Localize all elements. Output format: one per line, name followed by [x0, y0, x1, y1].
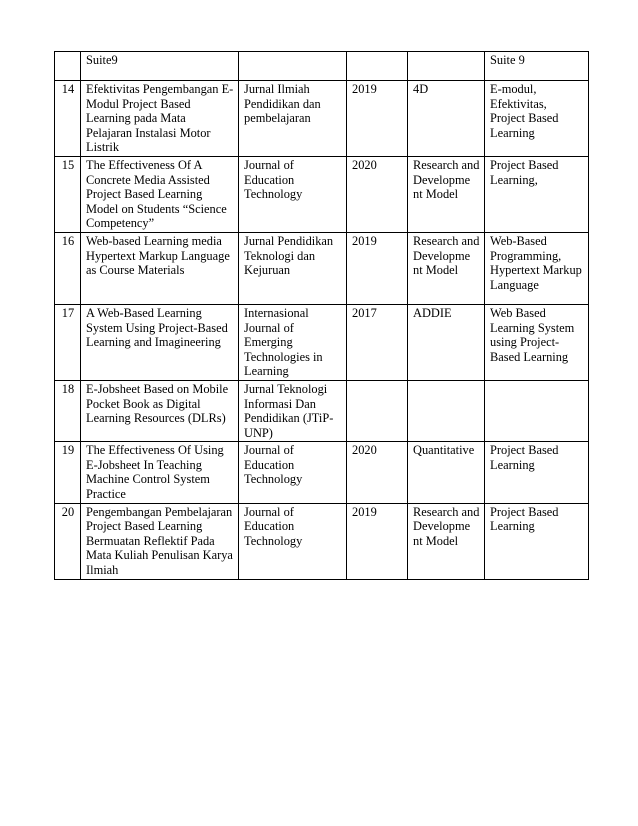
cell-journal: Journal of Education Technology — [239, 503, 347, 579]
cell-no: 16 — [55, 232, 81, 304]
cell-keywords — [485, 380, 589, 441]
cell-title: Efektivitas Pengembangan E-Modul Project Based Learning pada Mata Pelajaran Instalasi Motor Listrik — [81, 81, 239, 157]
cell-method — [408, 380, 485, 441]
cell-keywords: Web-Based Programming, Hypertext Markup Language — [485, 232, 589, 304]
cell-year — [347, 52, 408, 81]
cell-journal: Jurnal Teknologi Informasi Dan Pendidikan (JTiP-UNP) — [239, 380, 347, 441]
cell-title: Web-based Learning media Hypertext Markup Language as Course Materials — [81, 232, 239, 304]
cell-method: Research and Developme nt Model — [408, 232, 485, 304]
cell-keywords: E-modul, Efektivitas, Project Based Learning — [485, 81, 589, 157]
cell-method: Research and Developme nt Model — [408, 156, 485, 232]
cell-title: The Effectiveness Of A Concrete Media Assisted Project Based Learning Model on Students “Science Competency” — [81, 156, 239, 232]
cell-year: 2017 — [347, 304, 408, 380]
table-row — [55, 503, 589, 579]
cell-year: 2019 — [347, 232, 408, 304]
cell-keywords: Suite 9 — [485, 52, 589, 81]
cell-keywords: Project Based Learning, — [485, 156, 589, 232]
literature-table — [54, 51, 589, 580]
table-row — [55, 156, 589, 232]
cell-method: ADDIE — [408, 304, 485, 380]
cell-keywords: Project Based Learning — [485, 442, 589, 503]
cell-no: 18 — [55, 380, 81, 441]
cell-title: The Effectiveness Of Using E-Jobsheet In Teaching Machine Control System Practice — [81, 442, 239, 503]
cell-journal: Jurnal Pendidikan Teknologi dan Kejuruan — [239, 232, 347, 304]
cell-method: 4D — [408, 81, 485, 157]
cell-journal: Internasional Journal of Emerging Technologies in Learning — [239, 304, 347, 380]
cell-journal: Jurnal Ilmiah Pendidikan dan pembelajaran — [239, 81, 347, 157]
cell-keywords: Web Based Learning System using Project-Based Learning — [485, 304, 589, 380]
table-row — [55, 81, 589, 157]
cell-title: E-Jobsheet Based on Mobile Pocket Book as Digital Learning Resources (DLRs) — [81, 380, 239, 441]
cell-year: 2020 — [347, 442, 408, 503]
cell-year — [347, 380, 408, 441]
cell-keywords: Project Based Learning — [485, 503, 589, 579]
cell-no: 19 — [55, 442, 81, 503]
cell-method: Quantitative — [408, 442, 485, 503]
cell-no: 20 — [55, 503, 81, 579]
table-row — [55, 304, 589, 380]
cell-no: 14 — [55, 81, 81, 157]
cell-method — [408, 52, 485, 81]
cell-journal — [239, 52, 347, 81]
cell-year: 2020 — [347, 156, 408, 232]
cell-no: 17 — [55, 304, 81, 380]
cell-year: 2019 — [347, 81, 408, 157]
table-row — [55, 52, 589, 81]
cell-title: A Web-Based Learning System Using Project-Based Learning and Imagineering — [81, 304, 239, 380]
cell-title: Pengembangan Pembelajaran Project Based Learning Bermuatan Reflektif Pada Mata Kuliah Penulisan Karya Ilmiah — [81, 503, 239, 579]
cell-journal: Journal of Education Technology — [239, 156, 347, 232]
cell-no — [55, 52, 81, 81]
cell-year: 2019 — [347, 503, 408, 579]
cell-method: Research and Developme nt Model — [408, 503, 485, 579]
cell-journal: Journal of Education Technology — [239, 442, 347, 503]
table-row — [55, 442, 589, 503]
table-row — [55, 380, 589, 441]
table-row — [55, 232, 589, 304]
cell-title: Suite9 — [81, 52, 239, 81]
cell-no: 15 — [55, 156, 81, 232]
